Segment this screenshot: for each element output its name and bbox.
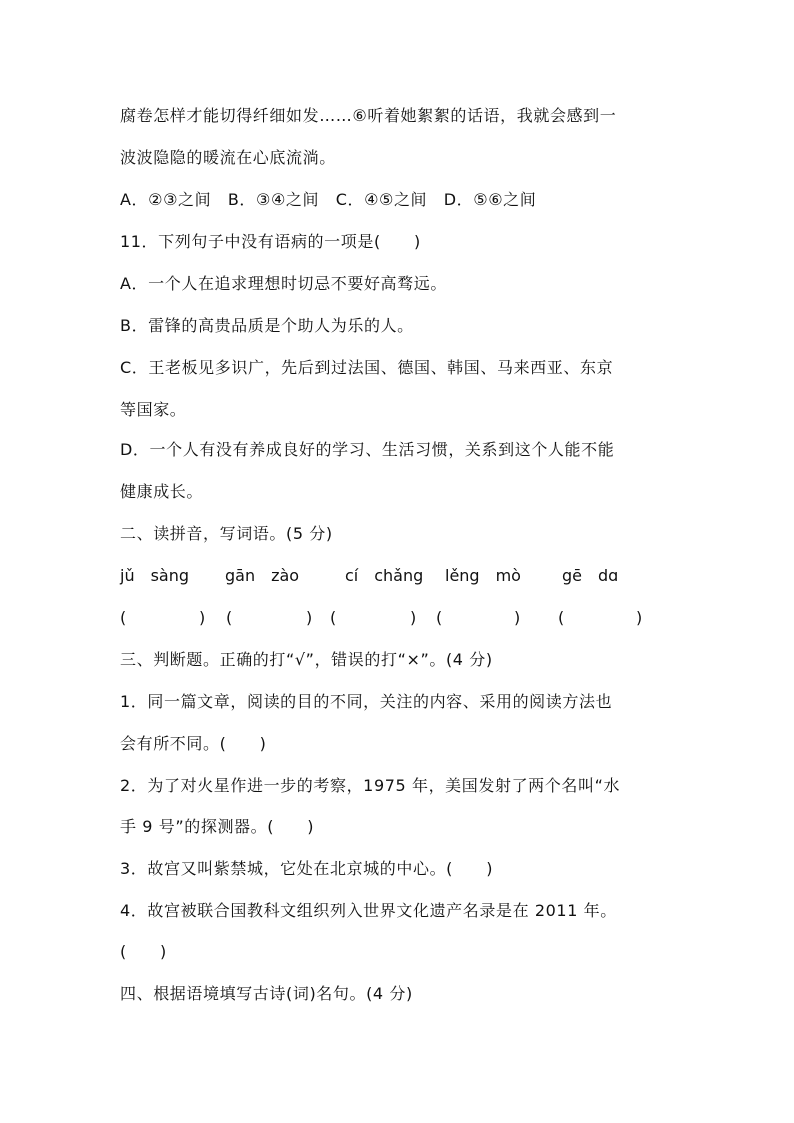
q11-option-a: A．一个人在追求理想时切忌不要好高骛远。: [120, 274, 447, 293]
section2-title: 二、读拼音，写词语。(5 分): [120, 524, 333, 543]
blank-open-paren: (: [120, 608, 127, 627]
blank-close-paren: ): [306, 608, 313, 627]
blank-close-paren: ): [199, 608, 206, 627]
pinyin-item: jǔ sàng: [120, 566, 190, 585]
pinyin-item: gān zào: [225, 566, 300, 585]
judge-q1-line-1: 1．同一篇文章，阅读的目的不同，关注的内容、采用的阅读方法也: [120, 692, 613, 711]
blank-close-paren: ): [636, 608, 643, 627]
judge-q2-line-2: 手 9 号”的探测器。( ): [120, 817, 315, 836]
pinyin-item: gē dɑ: [562, 566, 619, 585]
blank-open-paren: (: [330, 608, 337, 627]
judge-q1-line-2: 会有所不同。( ): [120, 734, 267, 753]
q11-option-c-line-2: 等国家。: [120, 400, 187, 419]
q10-options: A．②③之间 B．③④之间 C．④⑤之间 D．⑤⑥之间: [120, 190, 537, 209]
q11-stem: 11．下列句子中没有语病的一项是( ): [120, 232, 421, 251]
section4-title: 四、根据语境填写古诗(词)名句。(4 分): [120, 984, 413, 1003]
blank-open-paren: (: [558, 608, 565, 627]
judge-q3: 3．故宫又叫紫禁城，它处在北京城的中心。( ): [120, 859, 494, 878]
q11-option-d-line-2: 健康成长。: [120, 482, 204, 501]
q11-option-d-line-1: D．一个人有没有养成良好的学习、生活习惯，关系到这个人能不能: [120, 440, 615, 459]
blank-open-paren: (: [436, 608, 443, 627]
judge-q4-line-2: ( ): [120, 942, 167, 961]
judge-q4-line-1: 4．故宫被联合国教科文组织列入世界文化遗产名录是在 2011 年。: [120, 901, 617, 920]
blank-close-paren: ): [410, 608, 417, 627]
passage-line-1: 腐卷怎样才能切得纤细如发……⑥听着她絮絮的话语，我就会感到一: [120, 106, 617, 125]
q11-option-b: B．雷锋的高贵品质是个助人为乐的人。: [120, 316, 414, 335]
blank-open-paren: (: [226, 608, 233, 627]
pinyin-item: lěng mò: [445, 566, 521, 585]
q11-option-c-line-1: C．王老板见多识广，先后到过法国、德国、韩国、马来西亚、东京: [120, 358, 614, 377]
pinyin-item: cí chǎng: [345, 566, 424, 585]
blank-close-paren: ): [514, 608, 521, 627]
judge-q2-line-1: 2．为了对火星作进一步的考察，1975 年，美国发射了两个名叫“水: [120, 776, 621, 795]
section3-title: 三、判断题。正确的打“√”，错误的打“×”。(4 分): [120, 650, 493, 669]
passage-line-2: 波波隐隐的暖流在心底流淌。: [120, 148, 336, 167]
